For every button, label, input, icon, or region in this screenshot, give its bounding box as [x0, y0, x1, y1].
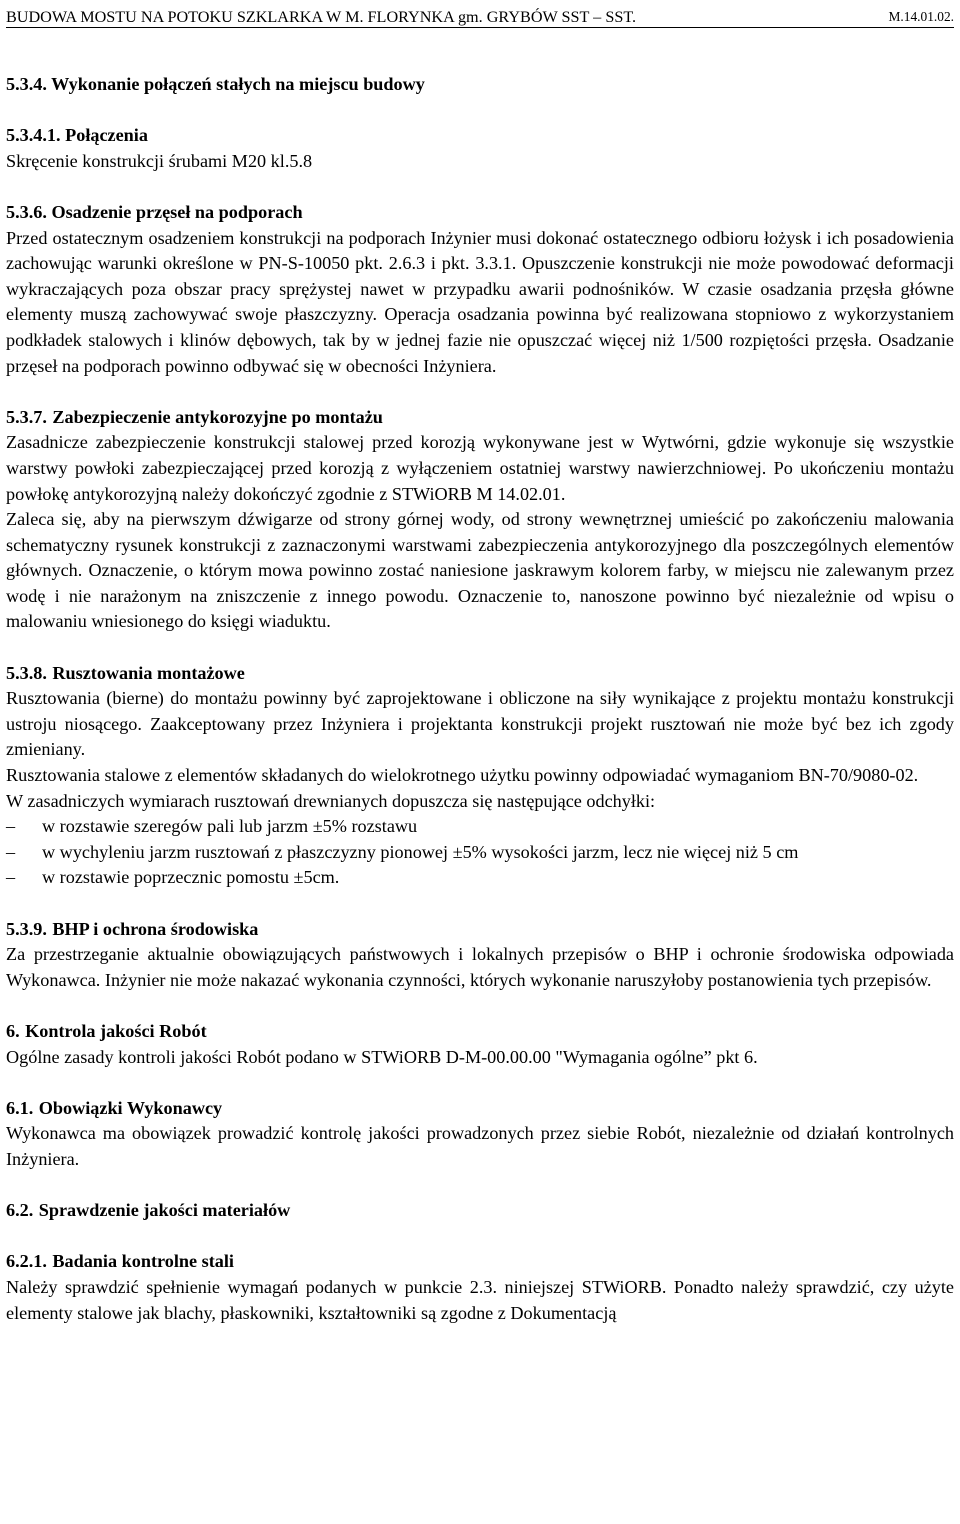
section-title: BHP i ochrona środowiska: [52, 918, 259, 939]
section-5-3-8-paragraph-3: W zasadniczych wymiarach rusztowań drewnianych dopuszcza się następujące odchyłki:: [6, 790, 656, 811]
section-5-3-9-heading: [6, 917, 954, 943]
section-5-3-8-paragraph-1: Rusztowania (bierne) do montażu powinny być zaprojektowane i obliczone na siły wynikające z projektu montażu konstrukcji ustroju niosącego. Zaakceptowany przez Inżyniera i projektanta konstrukcji projekt rusztowań nie może być bez ich zgody zmieniany.: [6, 688, 954, 760]
section-title: Kontrola jakości Robót: [25, 1020, 207, 1041]
list-item-text: w rozstawie poprzecznic pomostu ±5cm.: [42, 867, 340, 888]
section-number: 6.2.1.: [6, 1251, 47, 1272]
section-6-1-heading: [6, 1096, 954, 1122]
section-6-2-1-paragraph: Należy sprawdzić spełnienie wymagań podanych w punkcie 2.3. niniejszej STWiORB. Ponadto należy sprawdzić, czy użyte elementy stalowe jak blachy, płaskowniki, kształtowniki są zgodne z Dokumentacją: [6, 1276, 954, 1323]
page-header: [6, 0, 954, 28]
section-6-paragraph: Ogólne zasady kontroli jakości Robót podano w STWiORB D-M-00.00.00 "Wymagania ogólne” pkt 6.: [6, 1046, 758, 1067]
section-title: Rusztowania montażowe: [52, 662, 245, 683]
section-5-3-6-heading: 5.3.6. Osadzenie przęseł na podporach: [6, 201, 303, 222]
section-number: 6.1.: [6, 1097, 34, 1118]
section-number: 5.3.8.: [6, 662, 47, 683]
section-5-3-7-paragraph-1: Zasadnicze zabezpieczenie konstrukcji stalowej przed korozją wykonywane jest w Wytwórni, gdzie wykonuje się wszystkie warstwy powłoki zabezpieczającej przed korozją z wyłączeniem ostatniej warstwy nawierzchniowej. Po ukończeniu montażu powłokę antykorozyjną należy dokończyć zgodnie z STWiORB M 14.02.01.: [6, 432, 954, 504]
dash-bullet: –: [6, 816, 16, 837]
section-5-3-7-paragraph-2: Zaleca się, aby na pierwszym dźwigarze od strony górnej wody, od strony wewnętrznej umieścić po zakończeniu malowania schematyczny rysunek konstrukcji z zaznaczonymi warstwami zabezpieczenia antykorozyjnego dla poszczególnych elementów głównych. Oznaczenie, o którym mowa powinno zostać naniesione jaskrawym kolorem farby, w miejscu nie zalewanym przez wodę i nie narażonym na zniszczenie z innego powodu. Oznaczenie to, nanoszone powinno być niezależnie od wpisu o malowaniu wniesionego do księgi wiaduktu.: [6, 509, 954, 632]
list-item: [6, 814, 954, 840]
section-6-2-1-heading: [6, 1249, 954, 1275]
section-number: 5.3.7.: [6, 406, 47, 427]
section-5-3-6-paragraph: Przed ostatecznym osadzeniem konstrukcji na podporach Inżynier musi dokonać ostatecznego odbioru łożysk i ich posadowienia zachowując warunki określone w PN-S-10050 pkt. 2.6.3 i pkt. 3.3.1. Opuszczenie konstrukcji nie może powodować deformacji wykraczających poza obszar pracy sprężystej nawet w przypadku awarii podnośników. W czasie osadzania przęsła główne elementy muszą zachowywać swoje płaszczyzny. Operacja osadzania powinna być realizowana stopniowo z wykorzystaniem podkładek stalowych i klinów dębowych, tak by w jednej fazie nie opuszczać więcej niż 1/500 rozpiętości przęsła. Osadzanie przęseł na podporach powinno odbywać się w obecności Inżyniera.: [6, 227, 954, 376]
section-6-2-heading: [6, 1198, 954, 1224]
list-item-text: w rozstawie szeregów pali lub jarzm ±5% rozstawu: [42, 816, 418, 837]
section-5-3-7-heading: [6, 405, 954, 431]
section-6-heading: [6, 1019, 954, 1045]
dash-bullet: –: [6, 867, 16, 888]
section-5-3-9-paragraph: Za przestrzeganie aktualnie obowiązujących państwowych i lokalnych przepisów o BHP i ochronie środowiska odpowiada Wykonawca. Inżynier nie może nakazać wykonania czynności, których wykonanie naruszyłoby postanowienia tych przepisów.: [6, 944, 954, 990]
tolerance-list: [6, 814, 954, 891]
document-body: [6, 28, 954, 1326]
section-6-1-paragraph: Wykonawca ma obowiązek prowadzić kontrolę jakości prowadzonych przez siebie Robót, niezależnie od działań kontrolnych Inżyniera.: [6, 1123, 954, 1169]
section-5-3-4-heading: 5.3.4. Wykonanie połączeń stałych na miejscu budowy: [6, 74, 425, 94]
document-page: [6, 0, 954, 1326]
list-item: [6, 865, 954, 891]
section-number: 6.: [6, 1020, 20, 1041]
section-5-3-4-1-heading: 5.3.4.1. Połączenia: [6, 125, 148, 146]
dash-bullet: –: [6, 841, 16, 862]
list-item-text: w wychyleniu jarzm rusztowań z płaszczyzny pionowej ±5% wysokości jarzm, lecz nie więcej niż 5 cm: [42, 841, 799, 862]
section-5-3-4-1-text: Skręcenie konstrukcji śrubami M20 kl.5.8: [6, 150, 313, 171]
section-title: Zabezpieczenie antykorozyjne po montażu: [52, 406, 383, 427]
section-title: Sprawdzenie jakości materiałów: [38, 1200, 291, 1221]
section-title: Badania kontrolne stali: [52, 1251, 234, 1272]
section-5-3-8-paragraph-2: Rusztowania stalowe z elementów składanych do wielokrotnego użytku powinny odpowiadać wymaganiom BN-70/9080-02.: [6, 765, 919, 786]
header-code: M.14.01.02.: [888, 9, 954, 24]
section-number: 5.3.9.: [6, 918, 47, 939]
section-number: 6.2.: [6, 1200, 34, 1221]
section-5-3-8-heading: [6, 661, 954, 687]
list-item: [6, 840, 954, 866]
header-title: BUDOWA MOSTU NA POTOKU SZKLARKA W M. FLORYNKA gm. GRYBÓW SST – SST.: [6, 8, 637, 26]
section-title: Obowiązki Wykonawcy: [38, 1097, 223, 1118]
